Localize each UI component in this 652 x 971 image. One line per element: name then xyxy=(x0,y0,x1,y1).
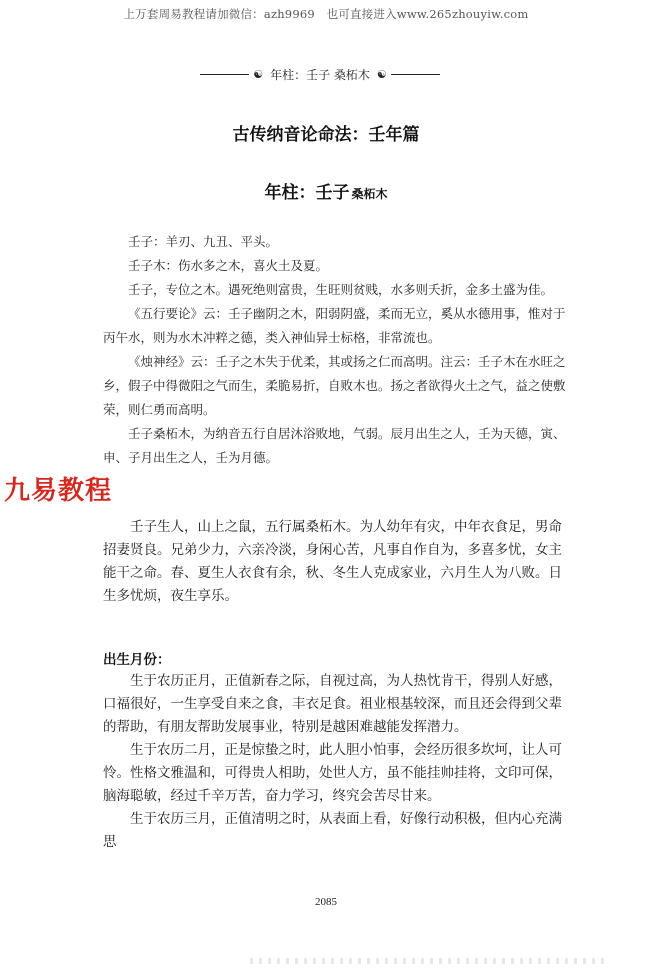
section-title-small: 桑柘木 xyxy=(351,187,388,201)
classical-paragraph: 《五行要论》云：壬子幽阴之木，阳弱阴盛，柔而无立，奚从水德用事，惟对于丙午水，则为水木冲粹之德，类入神仙异士标格，非常流也。 xyxy=(103,306,566,345)
classical-paragraph: 《烛神经》云：壬子之木失于优柔，其或扬之仁而高明。注云：壬子木在水旺之乡，假子中得微阳之气而生，柔脆易折，自败木也。扬之者欲得火土之气，益之使敷荣，则仁勇而高明。 xyxy=(103,354,566,417)
yin-yang-icon: ☯ xyxy=(253,68,264,81)
month-paragraph: 生于农历二月，正是惊蛰之时，此人胆小怕事，会经历很多坎坷，让人可怜。性格文雅温和，可得贵人相助，处世人方，虽不能挂帅挂将，文印可保，脑海聪敏，经过千辛万苦，奋力学习，终究会苦尽甘来。 xyxy=(103,742,562,804)
section-title xyxy=(0,178,652,203)
chapter-title: 古传纳音论命法：壬年篇 xyxy=(232,125,420,145)
scan-artifact xyxy=(250,958,610,964)
yin-yang-icon: ☯ xyxy=(376,68,387,81)
section-title-main: 年柱：壬子 xyxy=(264,183,350,203)
watermark-logo: 九易教程 xyxy=(4,476,113,506)
header-rule-left xyxy=(200,74,249,75)
classical-paragraph: 壬子，专位之木。遇死绝则富贵，生旺则贫贱，水多则夭折，金多土盛为佳。 xyxy=(128,282,554,297)
running-header-text: 年柱：壬子 桑柘木 xyxy=(270,68,370,82)
promo-banner: 上万套周易教程请加微信：azh9969 也可直接进入www.265zhouyiw.com xyxy=(123,7,529,21)
running-header xyxy=(200,66,440,83)
month-paragraph: 生于农历三月，正值清明之时，从表面上看，好像行动积极，但内心充满思 xyxy=(103,811,562,850)
page-number: 2085 xyxy=(315,896,337,908)
classical-paragraph: 壬子：羊刃、九丑、平头。 xyxy=(128,234,279,249)
classical-paragraph: 壬子桑柘木，为纳音五行自居沐浴败地，气弱。辰月出生之人，壬为天德，寅、申、子月出生之人，壬为月德。 xyxy=(103,426,566,465)
classical-paragraph: 壬子木：伤水多之木，喜火土及夏。 xyxy=(128,258,329,273)
summary-paragraph: 壬子生人，山上之鼠，五行属桑柘木。为人幼年有灾，中年衣食足，男命招妻贤良。兄弟少力，六亲冷淡，身闲心苦，凡事自作自为，多喜多忧，女主能干之命。春、夏生人衣食有余，秋、冬生人克成家业，六月生人为八败。日生多忧烦，夜生享乐。 xyxy=(103,519,562,604)
birth-month-section xyxy=(103,670,575,854)
birth-month-heading: 出生月份： xyxy=(103,652,171,668)
modern-summary xyxy=(103,516,575,608)
header-rule-right xyxy=(391,74,440,75)
month-paragraph: 生于农历正月，正值新春之际，自视过高，为人热忱肯干，得别人好感，口福很好，一生享受自来之食，丰衣足食。祖业根基较深，而且还会得到父辈的帮助，有朋友帮助发展事业，特别是越困难越能发挥潜力。 xyxy=(103,673,562,735)
classical-text xyxy=(103,230,575,470)
